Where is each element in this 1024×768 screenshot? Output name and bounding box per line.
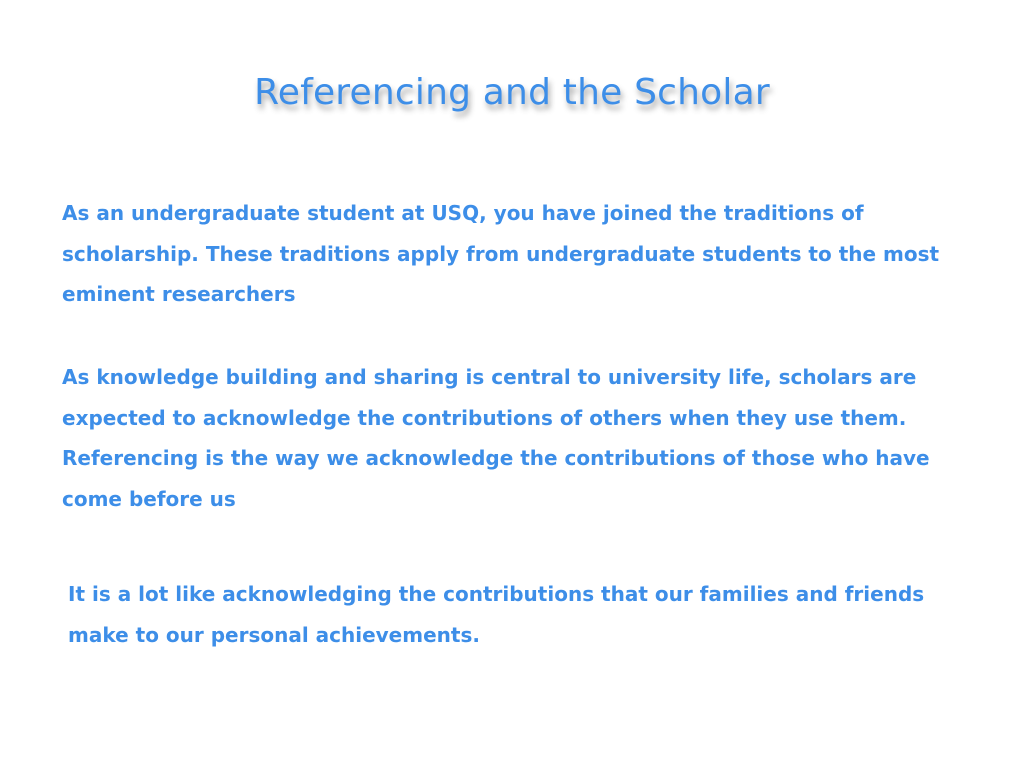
slide-title: Referencing and the Scholar — [254, 72, 770, 113]
paragraph-families: It is a lot like acknowledging the contributions that our families and friends make to our personal achievements. — [68, 582, 925, 647]
paragraph-traditions: As an undergraduate student at USQ, you have joined the traditions of scholarship. These traditions apply from undergraduate students to the most eminent researchers — [62, 201, 940, 306]
paragraph-acknowledgement: As knowledge building and sharing is central to university life, scholars are expected to acknowledge the contributions of others when they use them. Referencing is the way we acknowledge the contributions of those who have come before us — [62, 365, 930, 511]
